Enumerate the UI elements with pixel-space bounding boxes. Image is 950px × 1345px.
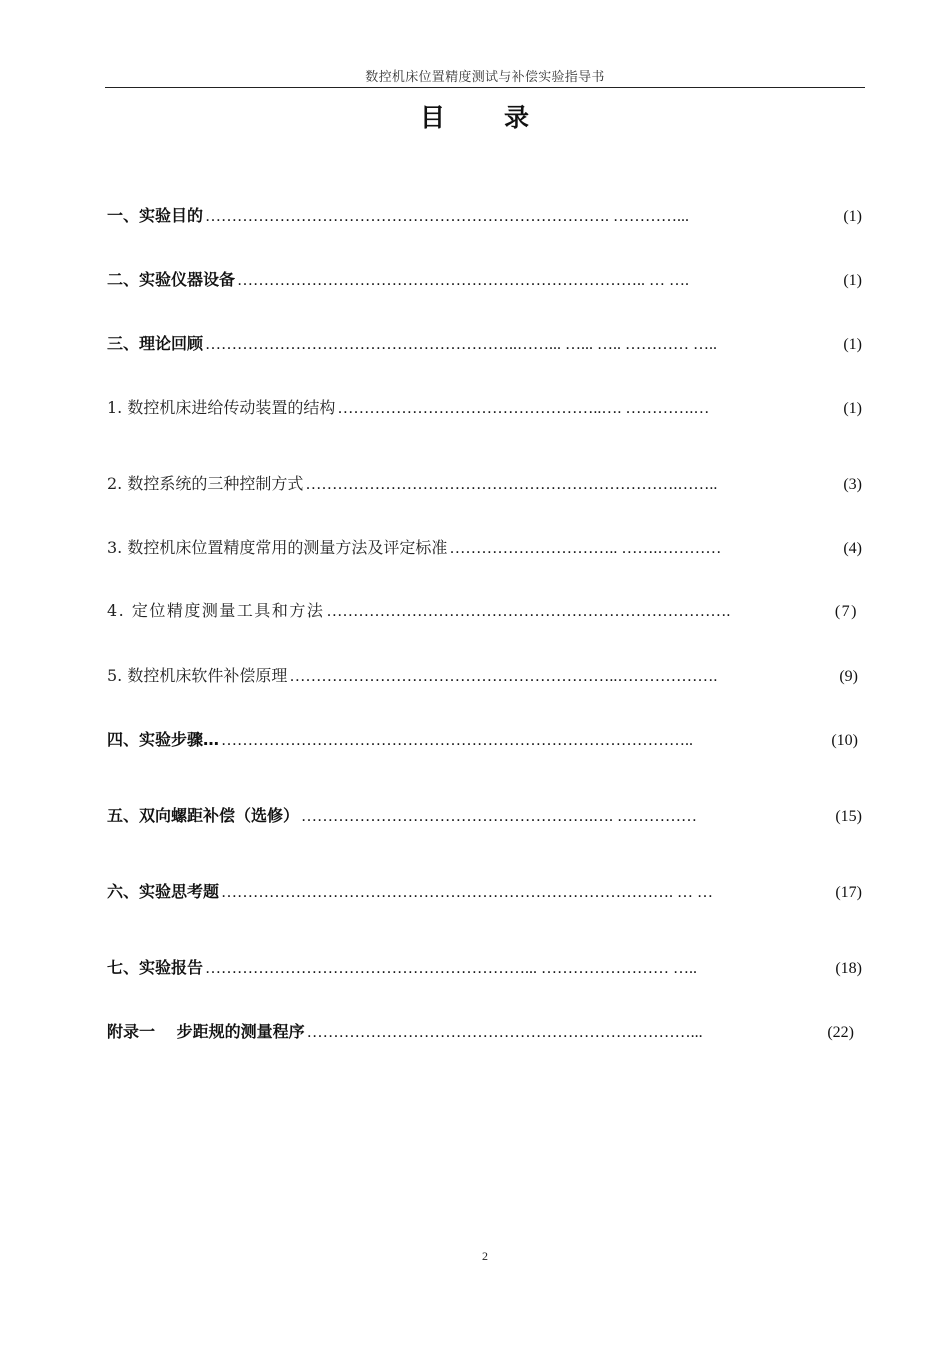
toc-entry-page: (18) [835, 960, 862, 977]
toc-entry-label: 3. 数控机床位置精度常用的测量方法及评定标准 [107, 538, 448, 557]
toc-entry-label: 七、实验报告 [107, 958, 204, 977]
toc-entry-page: (10) [831, 732, 858, 749]
toc-title [0, 98, 950, 134]
toc-entry-leader: …………………………………………………..……... …... ….. ………… ….. [205, 336, 718, 353]
toc-entry-page: (1) [843, 208, 862, 225]
toc-entry[interactable] [107, 598, 858, 624]
toc-entry[interactable] [107, 803, 862, 829]
toc-entry-label: 三、理论回顾 [107, 334, 204, 353]
toc-entry[interactable] [107, 879, 862, 905]
toc-entry-label: 五、双向螺距补偿（选修） [107, 806, 300, 825]
toc-entry-page: (22) [827, 1024, 854, 1041]
toc-entry-page: (1) [843, 400, 862, 417]
toc-entry-leader: ……………………………………………………..………………. [289, 668, 718, 685]
toc-entry-leader: ………………………………………………………………….. … …. [237, 272, 690, 289]
toc-entry[interactable] [107, 395, 862, 421]
toc-entry-page: (9) [839, 668, 858, 685]
toc-entry-label: 1. 数控机床进给传动装置的结构 [107, 398, 336, 417]
toc-entry[interactable] [107, 663, 858, 689]
toc-entry[interactable] [107, 727, 858, 753]
toc-entry-leader: ………………………….. …….………… [449, 540, 722, 557]
toc-entry-label: 四、实验步骤… [107, 730, 220, 749]
toc-entry-leader: …………………………………………………………………………….. [221, 732, 694, 749]
toc-entry[interactable] [107, 203, 862, 229]
toc-entry-leader: ………………………………………………………………... [306, 1024, 703, 1041]
toc-entry[interactable] [107, 471, 862, 497]
toc-entry-page: (1) [843, 272, 862, 289]
toc-entry[interactable] [107, 267, 862, 293]
toc-entry-page: (15) [835, 808, 862, 825]
toc-title-char-1: 目 [419, 103, 446, 132]
toc-entry-page: (7) [834, 603, 858, 620]
toc-entry-label: 4. 定位精度测量工具和方法 [107, 601, 325, 620]
toc-entry-leader: …………………………………………………………………. [326, 603, 731, 620]
toc-entry-leader: …………………………………………………………………. …………... [205, 208, 690, 225]
toc-entry[interactable] [107, 1019, 854, 1045]
toc-entry-leader: …………………………………………………………………………. … … [221, 884, 714, 901]
toc-entry-label: 六、实验思考题 [107, 882, 220, 901]
toc-entry-label: 5. 数控机床软件补偿原理 [107, 666, 288, 685]
toc-entry-page: (4) [843, 540, 862, 557]
toc-entry-leader: …………………………………………………………….…….. [305, 476, 718, 493]
toc-entry-label: 附录一 步距规的测量程序 [107, 1022, 305, 1041]
toc-entry-leader: …………………………………………..…. ………….… [337, 400, 710, 417]
toc-entry-label: 二、实验仪器设备 [107, 270, 236, 289]
toc-entry[interactable] [107, 955, 862, 981]
toc-entry-label: 2. 数控系统的三种控制方式 [107, 474, 304, 493]
toc-entry-label: 一、实验目的 [107, 206, 204, 225]
header-rule [105, 87, 865, 88]
running-header: 数控机床位置精度测试与补偿实验指导书 [365, 70, 605, 85]
toc-entry[interactable] [107, 535, 862, 561]
toc-entry-page: (17) [835, 884, 862, 901]
toc-entry[interactable] [107, 331, 862, 357]
toc-entry-page: (1) [843, 336, 862, 353]
toc-entry-leader: ……………………………………………….…. …………… [301, 808, 698, 825]
toc-entry-leader: ……………………………………………………... …………………… ….. [205, 960, 698, 977]
page-number: 2 [482, 1249, 488, 1263]
toc-title-char-2: 录 [504, 103, 531, 132]
toc-entry-page: (3) [843, 476, 862, 493]
